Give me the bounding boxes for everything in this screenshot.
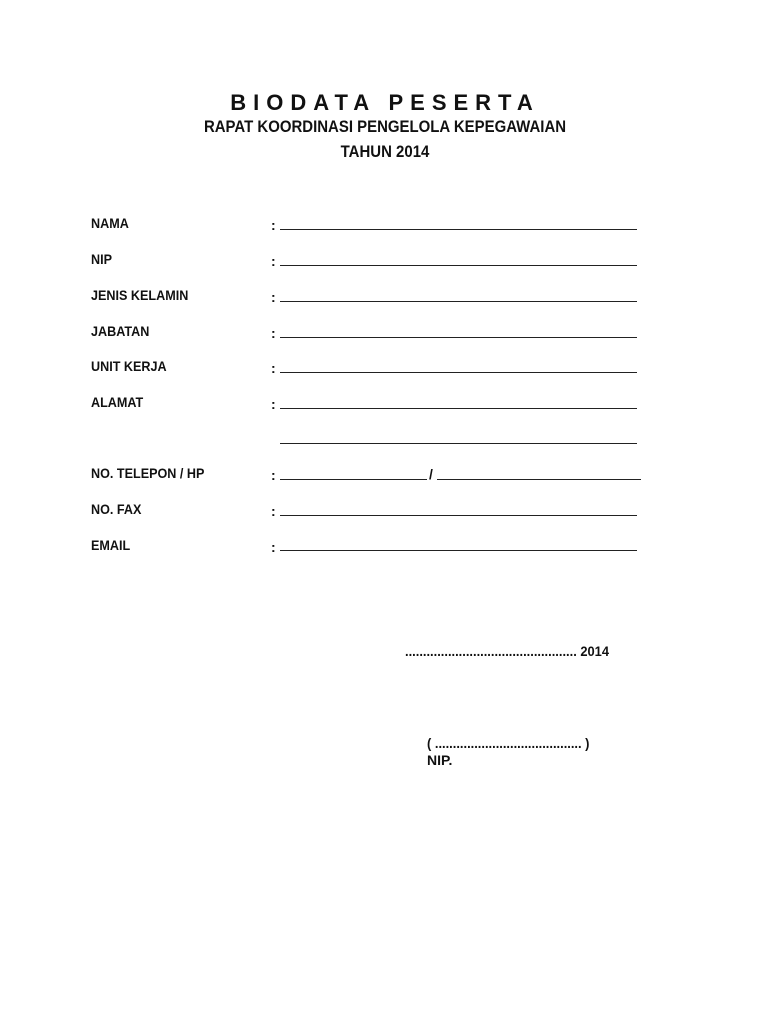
jenis-kelamin-input-line[interactable] — [280, 301, 637, 302]
signature-date-line: ................................................ 2014 — [405, 643, 610, 659]
signature-nip-label: NIP. — [427, 752, 453, 768]
document-title: BIODATA PESERTA — [230, 90, 540, 115]
colon: : — [271, 217, 276, 233]
field-label-unit-kerja: UNIT KERJA — [91, 358, 167, 374]
field-label-email: EMAIL — [91, 537, 131, 553]
alamat-input-line-2[interactable] — [280, 443, 637, 444]
document-subtitle: RAPAT KOORDINASI PENGELOLA KEPEGAWAIAN — [203, 117, 567, 136]
field-label-nip: NIP — [91, 251, 113, 267]
field-label-fax: NO. FAX — [91, 501, 142, 517]
hp-input-line[interactable] — [437, 479, 641, 480]
signature-name-line: ( ......................................... ) — [427, 735, 590, 751]
colon: : — [271, 325, 276, 341]
field-label-nama: NAMA — [91, 215, 129, 231]
alamat-input-line-1[interactable] — [280, 408, 637, 409]
telepon-input-line[interactable] — [280, 479, 427, 480]
colon: : — [271, 503, 276, 519]
colon: : — [271, 467, 276, 483]
document-year: TAHUN 2014 — [340, 142, 430, 161]
unit-kerja-input-line[interactable] — [280, 372, 637, 373]
colon: : — [271, 539, 276, 555]
nip-input-line[interactable] — [280, 265, 637, 266]
colon: : — [271, 360, 276, 376]
field-label-alamat: ALAMAT — [91, 394, 144, 410]
colon: : — [271, 289, 276, 305]
phone-separator: / — [429, 466, 433, 482]
nama-input-line[interactable] — [280, 229, 637, 230]
email-input-line[interactable] — [280, 550, 637, 551]
field-label-jenis-kelamin: JENIS KELAMIN — [91, 287, 189, 303]
fax-input-line[interactable] — [280, 515, 637, 516]
jabatan-input-line[interactable] — [280, 337, 637, 338]
field-label-jabatan: JABATAN — [91, 323, 150, 339]
field-label-telepon: NO. TELEPON / HP — [91, 465, 205, 481]
colon: : — [271, 253, 276, 269]
colon: : — [271, 396, 276, 412]
